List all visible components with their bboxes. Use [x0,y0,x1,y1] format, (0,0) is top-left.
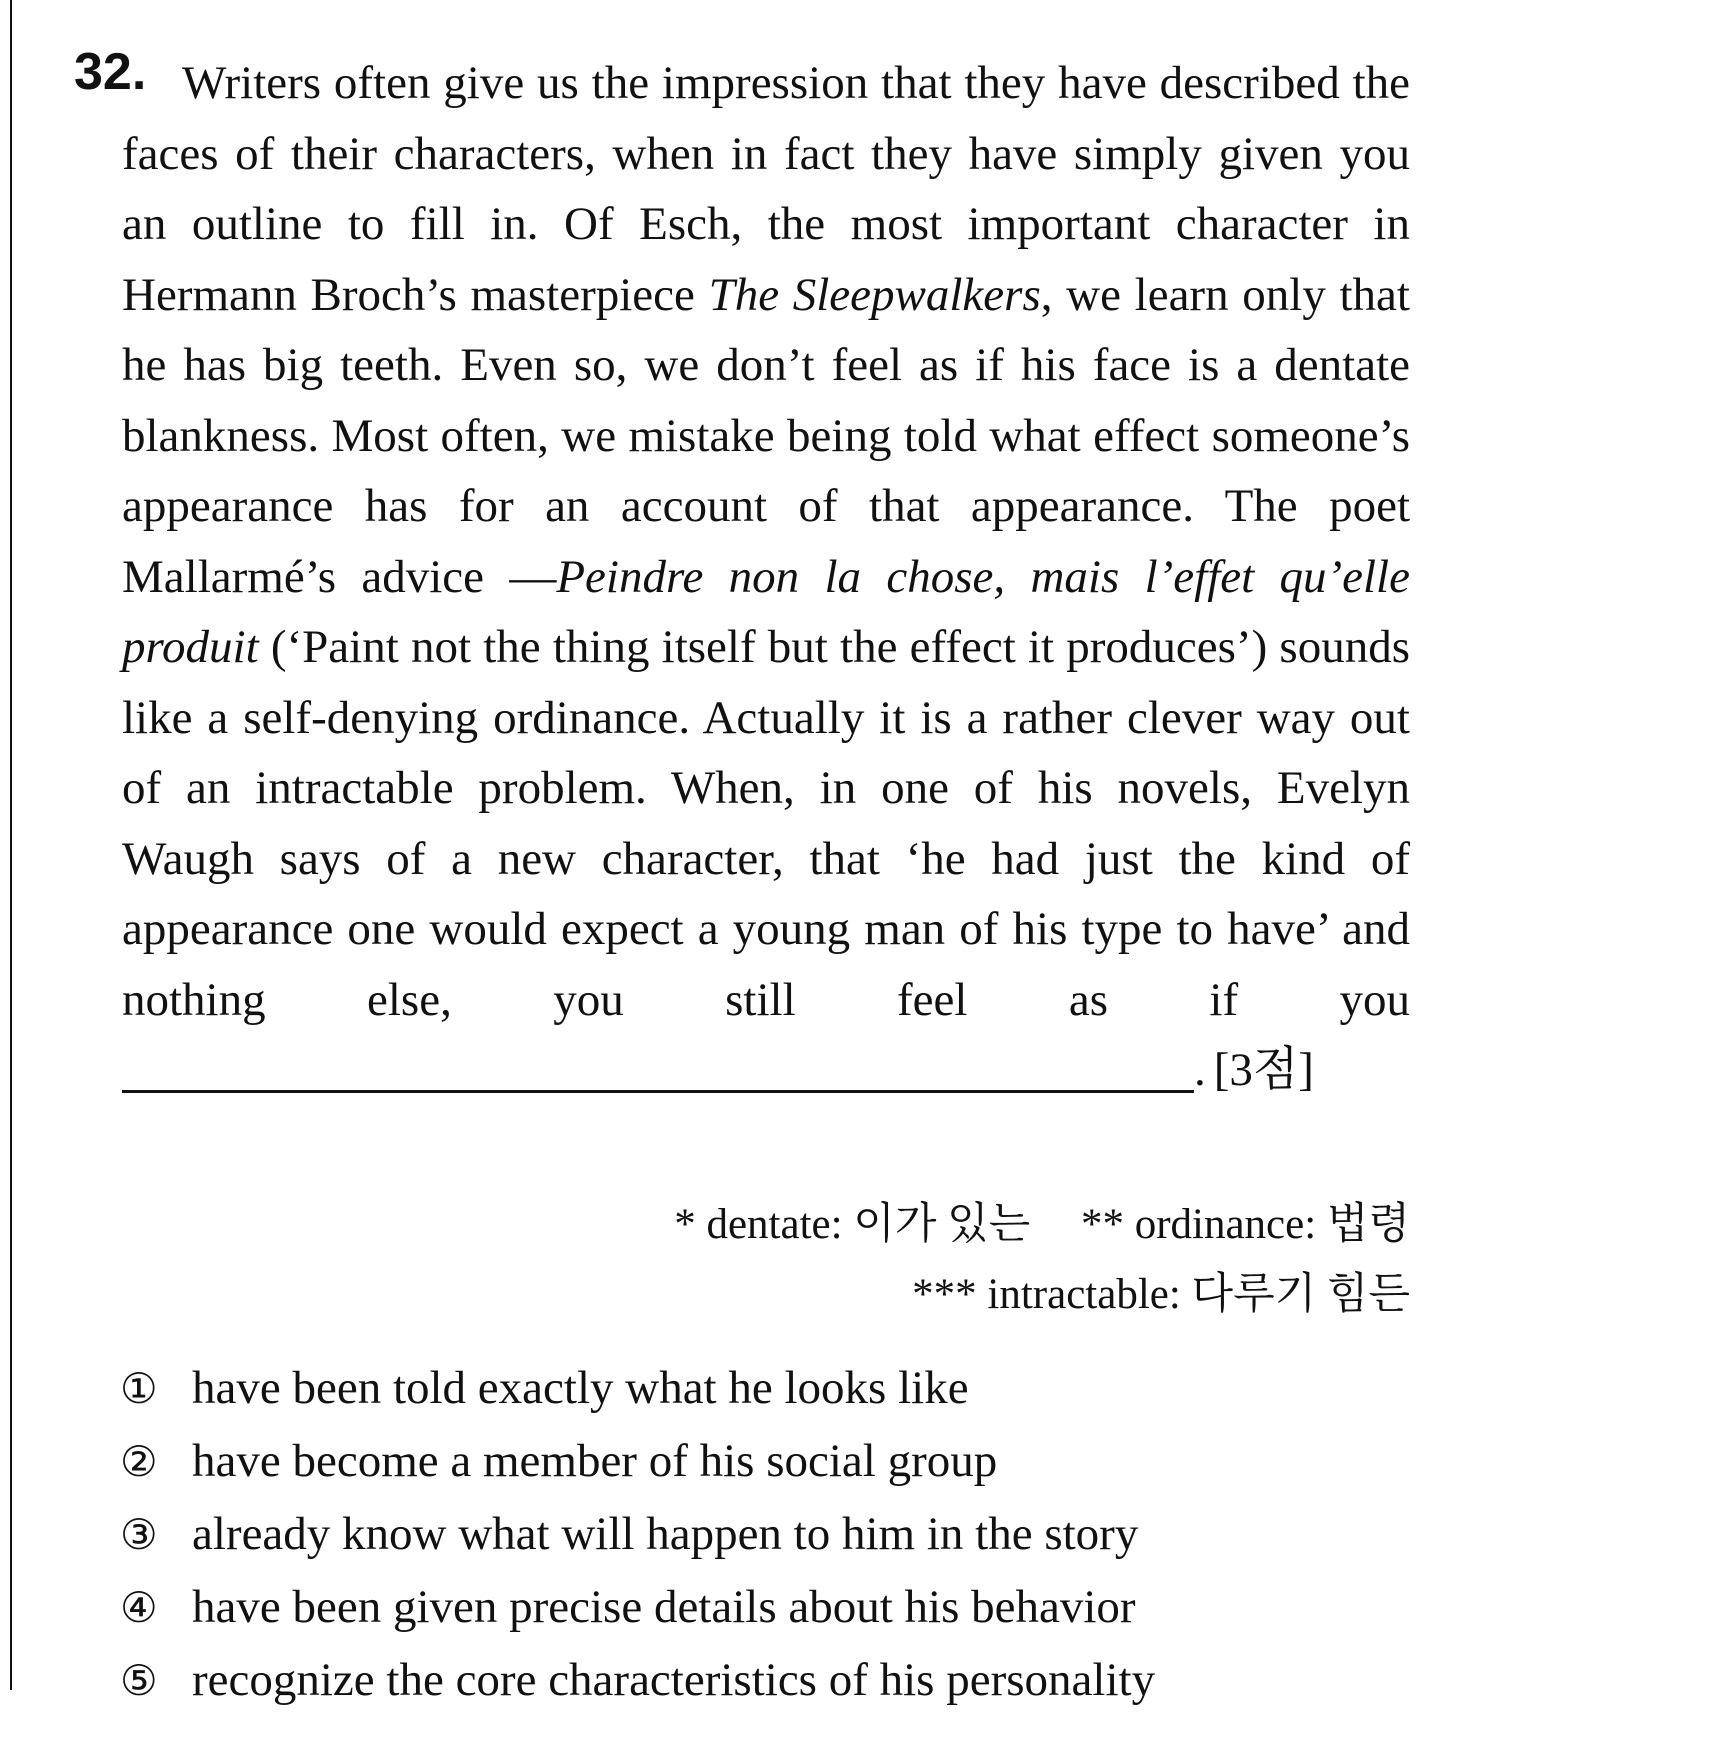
option-4[interactable] [120,1571,1420,1644]
option-number: ④ [120,1583,158,1632]
glossary-term: dentate: 이가 있는 [706,1201,1031,1248]
book-title: The Sleepwalkers [708,268,1041,321]
option-number: ① [120,1364,158,1413]
option-text: have become a member of his social group [192,1435,998,1487]
glossary-mark: *** [912,1271,977,1318]
option-number: ② [120,1437,158,1486]
french-quote: Peindre non la chose, mais l’effet qu’elle produit [122,550,1410,673]
passage-part-2: , we learn only that he has big teeth. Even so, we don’t feel as if his face is a dentate blankness. Most often, we mistake being told what effect someone’s appearance has for an account of that appearance. The poet Mallarmé’s advice [122,268,1410,603]
option-5[interactable] [120,1644,1420,1717]
option-text: have been given precise details about his behavior [192,1581,1136,1633]
glossary-term: intractable: 다루기 힘든 [987,1271,1410,1318]
option-2[interactable] [120,1425,1420,1498]
glossary-mark: ** [1080,1201,1124,1248]
answer-blank [122,1040,1194,1093]
passage-part-1: Writers often give us the impression that they have described the faces of their characters, when in fact they have simply given you an outline to fill in. Of Esch, the most important character in Hermann Broch’s masterpiece [122,57,1410,321]
question-number: 32. [74,43,147,101]
glossary-row-1 [122,1190,1410,1260]
passage-part-3: (‘Paint not the thing itself but the effect it produces’) sounds like a self-denying ordinance. Actually it is a rather clever way out of an intractable problem. When, in one of his novels, Evelyn Waugh says of a new character, that ‘he had just the kind of appearance one would expect a young man of his type to have’ and nothing else, you still feel as if you [122,621,1410,1026]
option-text: already know what will happen to him in the story [192,1508,1139,1560]
option-text: have been told exactly what he looks like [192,1362,969,1414]
left-margin-rule [10,0,12,1690]
em-dash: — [509,550,557,603]
option-3[interactable] [120,1498,1420,1571]
glossary-mark: * [674,1201,696,1248]
option-number: ③ [120,1510,158,1559]
option-text: recognize the core characteristics of his personality [192,1654,1156,1706]
glossary-term: ordinance: 법령 [1134,1201,1410,1248]
answer-options [120,1352,1420,1717]
option-1[interactable] [120,1352,1420,1425]
option-number: ⑤ [120,1656,158,1705]
glossary-row-2 [122,1260,1410,1330]
glossary [122,1190,1410,1330]
score-label: [3점] [1213,1044,1314,1096]
blank-period: . [1194,1044,1206,1096]
passage-text [122,48,1410,1106]
